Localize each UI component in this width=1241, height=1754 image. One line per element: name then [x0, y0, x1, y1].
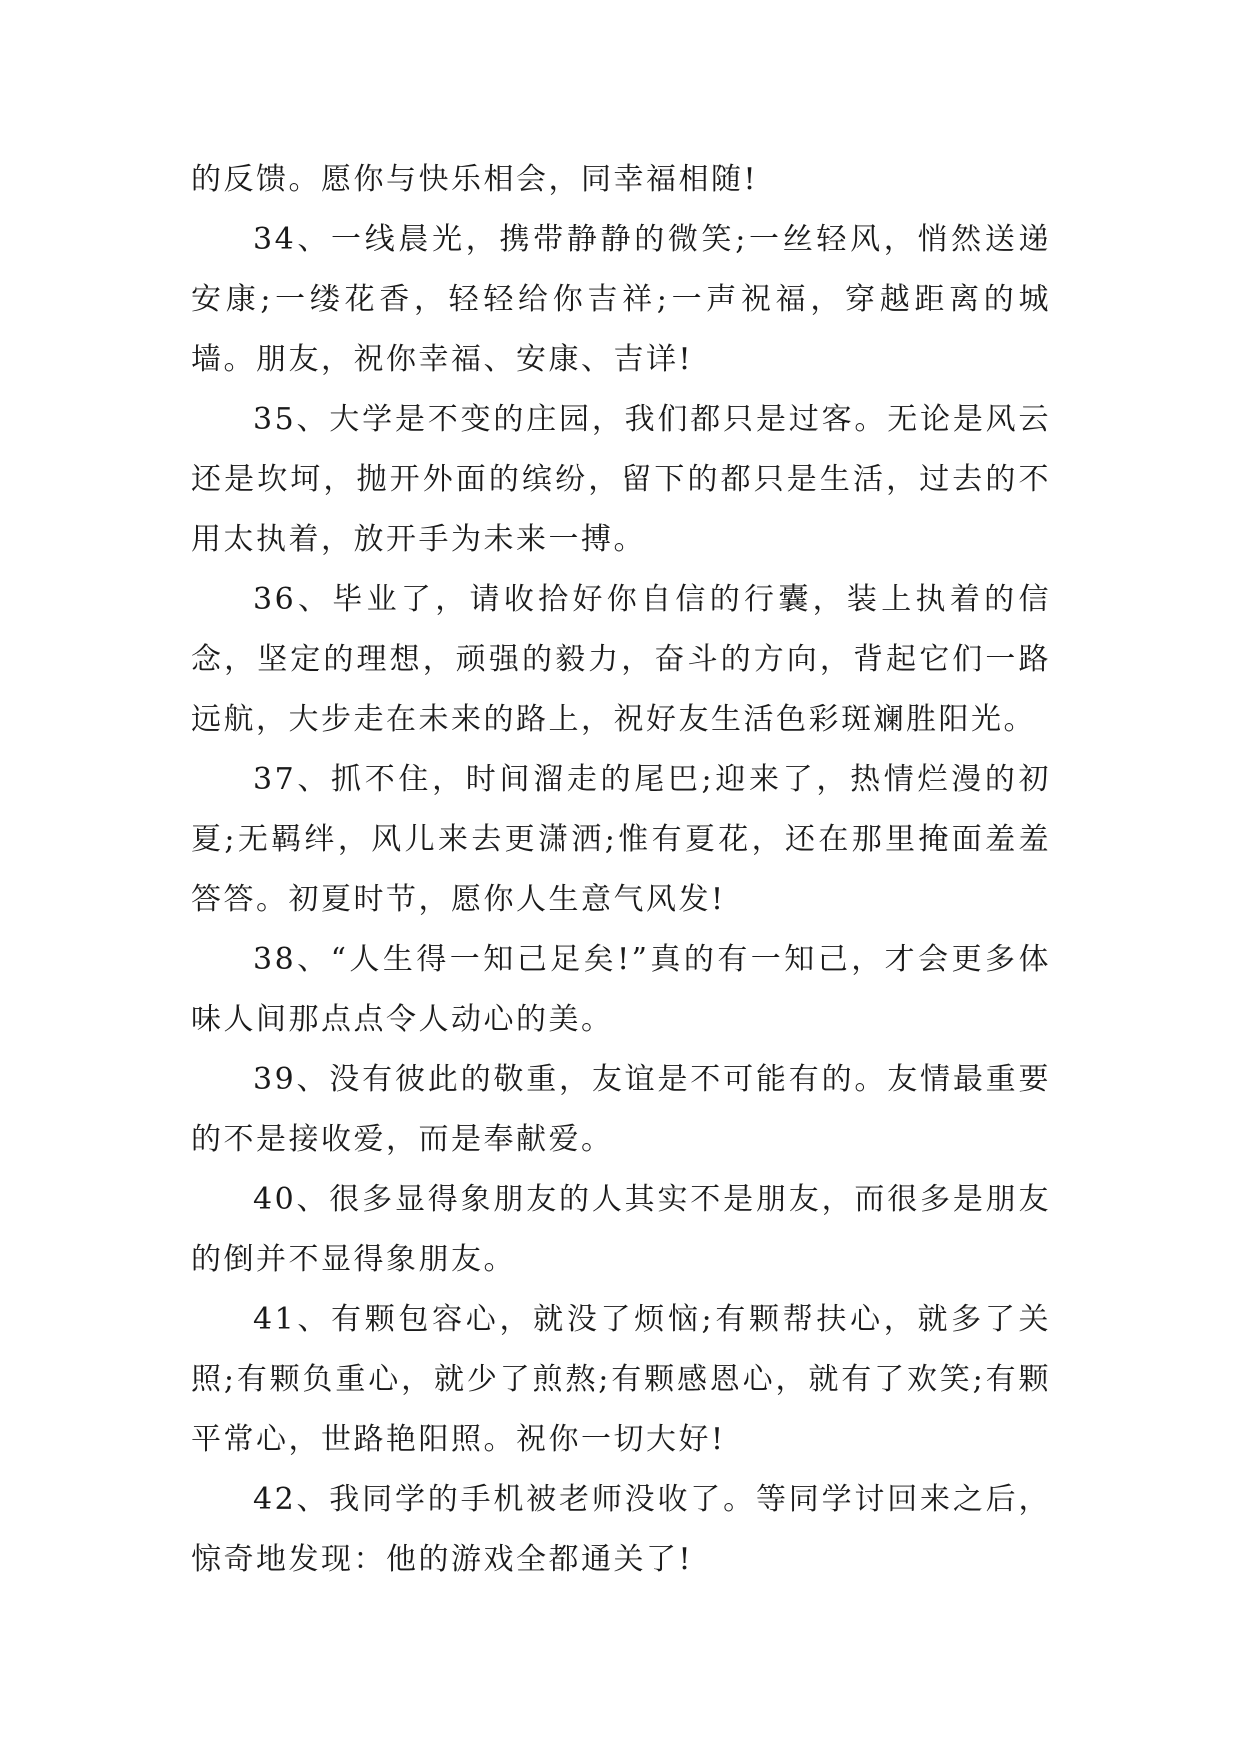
- paragraph-40: 40、很多显得象朋友的人其实不是朋友，而很多是朋友的倒并不显得象朋友。: [191, 1182, 1051, 1277]
- document-body: [191, 150, 1051, 1590]
- paragraph-41: 41、有颗包容心，就没了烦恼;有颗帮扶心，就多了关照;有颗负重心，就少了煎熬;有颗感恩心，就有了欢笑;有颗平常心，世路艳阳照。祝你一切大好!: [191, 1302, 1051, 1457]
- paragraph-42: 42、我同学的手机被老师没收了。等同学讨回来之后，惊奇地发现：他的游戏全都通关了!: [191, 1482, 1051, 1577]
- paragraph-38: 38、“人生得一知己足矣!”真的有一知己，才会更多体味人间那点点令人动心的美。: [191, 942, 1051, 1037]
- paragraph-34: 34、一线晨光，携带静静的微笑;一丝轻风，悄然送递安康;一缕花香，轻轻给你吉祥;一声祝福，穿越距离的城墙。朋友，祝你幸福、安康、吉详!: [191, 222, 1051, 377]
- paragraph-36: 36、毕业了，请收拾好你自信的行囊，装上执着的信念，坚定的理想，顽强的毅力，奋斗的方向，背起它们一路远航，大步走在未来的路上，祝好友生活色彩斑斓胜阳光。: [191, 582, 1051, 737]
- paragraph-39: 39、没有彼此的敬重，友谊是不可能有的。友情最重要的不是接收爱，而是奉献爱。: [191, 1062, 1051, 1157]
- paragraph-37: 37、抓不住，时间溜走的尾巴;迎来了，热情烂漫的初夏;无羁绊，风儿来去更潇洒;惟有夏花，还在那里掩面羞羞答答。初夏时节，愿你人生意气风发!: [191, 762, 1051, 917]
- paragraph-continuation: 的反馈。愿你与快乐相会，同幸福相随!: [191, 162, 759, 197]
- paragraph-35: 35、大学是不变的庄园，我们都只是过客。无论是风云还是坎坷，抛开外面的缤纷，留下的都只是生活，过去的不用太执着，放开手为未来一搏。: [191, 402, 1051, 557]
